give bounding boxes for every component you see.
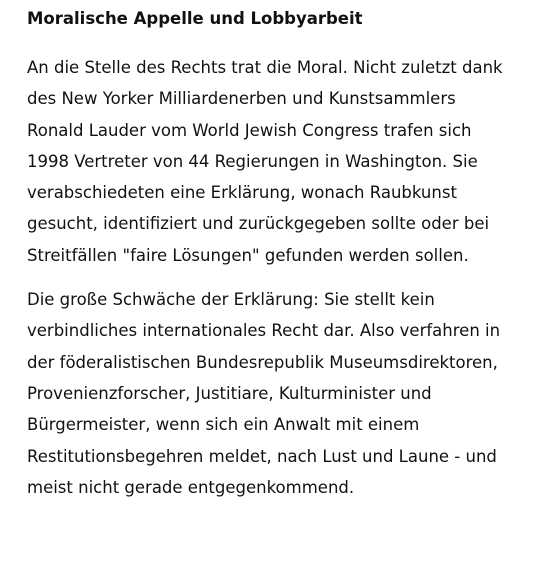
paragraph-2: [27, 284, 555, 503]
paragraph-1: [27, 52, 555, 271]
paragraph-line: Provenienzforscher, Justitiare, Kulturminister und: [27, 383, 432, 403]
paragraph-line: meist nicht gerade entgegenkommend.: [27, 477, 355, 497]
paragraph-line: der föderalistischen Bundesrepublik Museumsdirektoren,: [27, 352, 498, 372]
section-heading: Moralische Appelle und Lobbyarbeit: [27, 9, 363, 28]
paragraph-line: Bürgermeister, wenn sich ein Anwalt mit einem: [27, 415, 420, 435]
paragraph-line: An die Stelle des Rechts trat die Moral. Nicht zuletzt dank: [27, 58, 503, 77]
paragraph-line: gesucht, identifiziert und zurückgegeben sollte oder bei: [27, 214, 490, 234]
paragraph-line: Streitfällen "faire Lösungen" gefunden werden sollen.: [27, 245, 469, 265]
paragraph-line: des New Yorker Milliardenerben und Kunstsammlers: [27, 89, 456, 109]
paragraph-line: verabschiedeten eine Erklärung, wonach Raubkunst: [27, 183, 457, 203]
paragraph-line: Die große Schwäche der Erklärung: Sie stellt kein: [27, 290, 435, 310]
paragraph-line: verbindliches internationales Recht dar. Also verfahren in: [27, 321, 501, 341]
paragraph-line: 1998 Vertreter von 44 Regierungen in Washington. Sie: [27, 151, 478, 171]
paragraph-line: Ronald Lauder vom World Jewish Congress trafen sich: [27, 120, 472, 140]
paragraph-line: Restitutionsbegehren meldet, nach Lust und Laune - und: [27, 446, 497, 466]
